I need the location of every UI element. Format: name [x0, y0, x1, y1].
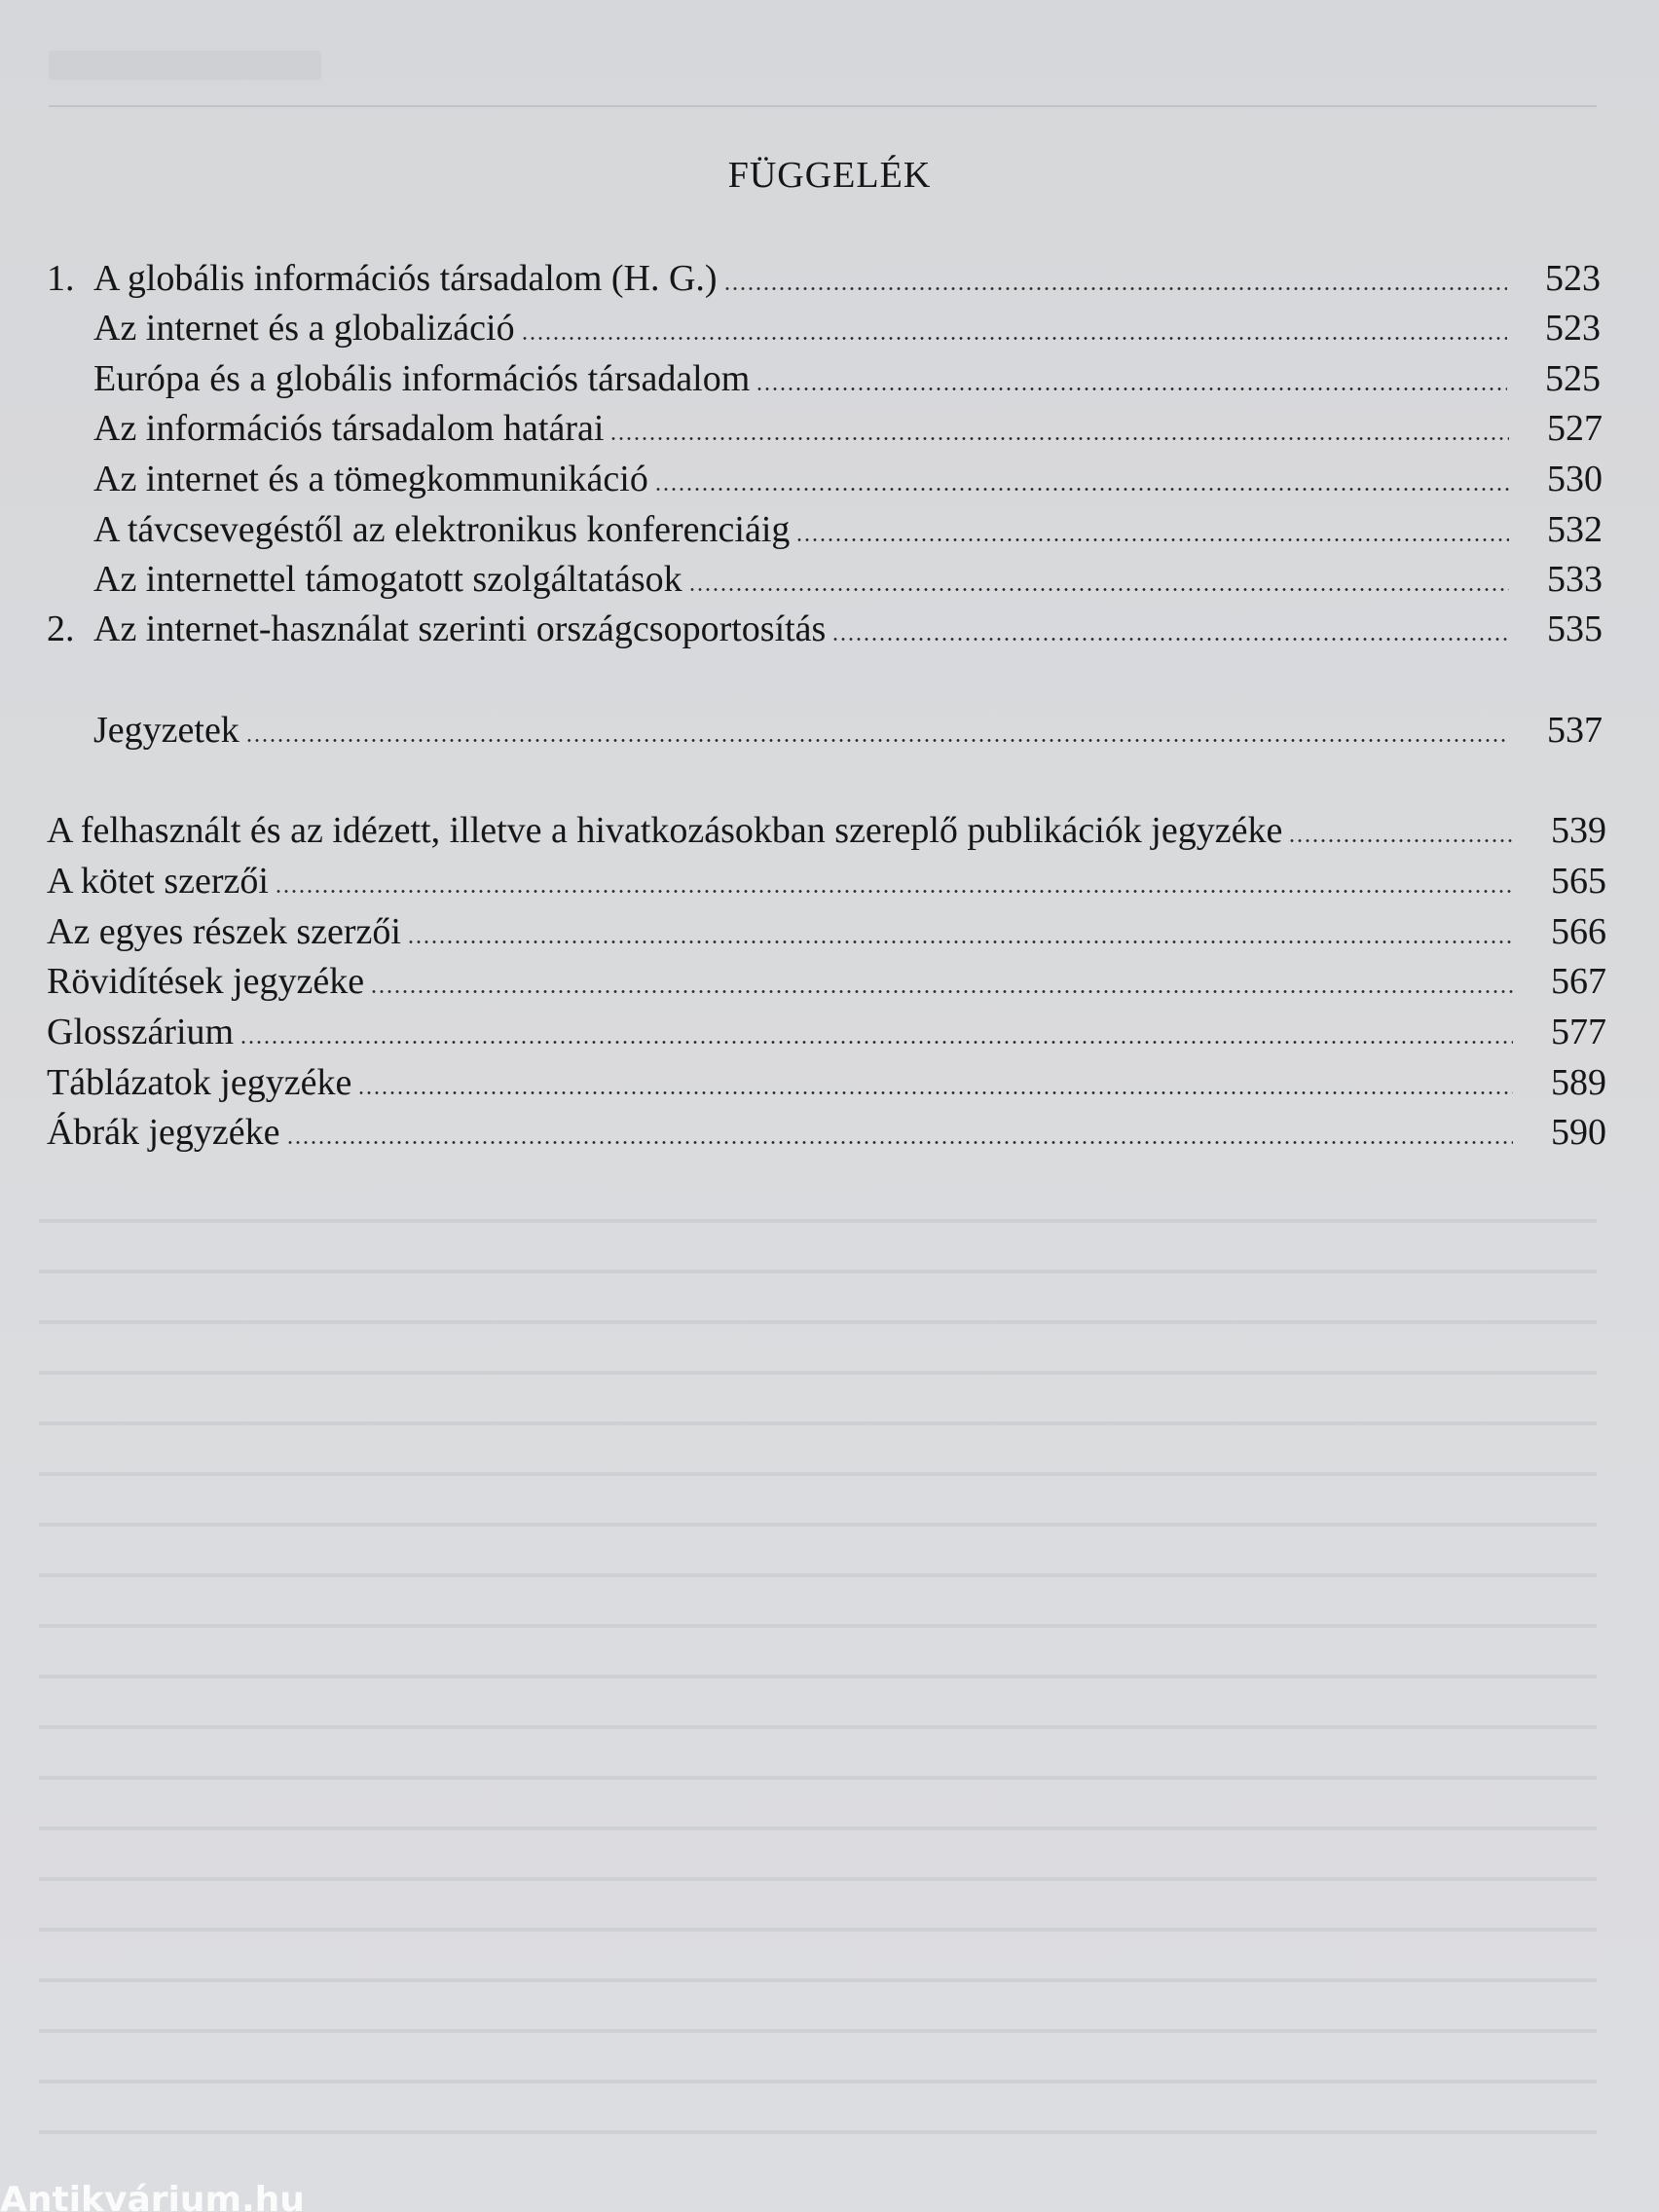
- toc-entry-label: A kötet szerzői: [47, 861, 269, 902]
- dot-leader: [723, 255, 1507, 300]
- toc-entry[interactable]: [47, 606, 1603, 650]
- toc-entry[interactable]: [47, 1109, 1606, 1154]
- dot-leader: [831, 606, 1509, 650]
- toc-entry-page: 535: [1547, 608, 1603, 649]
- toc-entry-page: 532: [1547, 509, 1603, 550]
- toc-entry-page: 523: [1545, 258, 1601, 299]
- dot-leader: [370, 958, 1513, 1003]
- toc-entry-number: 1.: [47, 258, 75, 299]
- toc-entry-label: A távcsevegéstől az elektronikus konferenciáig: [93, 509, 791, 550]
- dot-leader: [286, 1109, 1514, 1154]
- toc-entry-page: 566: [1551, 911, 1606, 952]
- toc-entry[interactable]: [47, 556, 1603, 601]
- dot-leader: [654, 456, 1509, 500]
- toc-entry[interactable]: [47, 405, 1603, 450]
- dot-leader: [407, 908, 1513, 953]
- toc-entry-page: 533: [1547, 559, 1603, 600]
- bleed-through-text: [39, 1198, 1597, 2152]
- toc-entry-page: 589: [1551, 1062, 1606, 1103]
- toc-entry-label: Az internet és a tömegkommunikáció: [93, 459, 648, 499]
- toc-entry-page: 590: [1551, 1112, 1606, 1153]
- toc-entry-page: 525: [1545, 358, 1601, 399]
- toc-entry-page: 539: [1551, 810, 1606, 851]
- toc-entry-label: Glosszárium: [47, 1012, 235, 1052]
- toc-entry-label: A globális információs társadalom (H. G.): [93, 258, 718, 299]
- toc-entry[interactable]: [47, 908, 1606, 953]
- toc-entry-label: Az egyes részek szerzői: [47, 911, 401, 952]
- toc-entry[interactable]: [47, 456, 1603, 500]
- toc-entry[interactable]: [47, 1009, 1606, 1053]
- dot-leader: [245, 707, 1509, 752]
- toc-entry-label: Ábrák jegyzéke: [47, 1112, 280, 1153]
- site-watermark: Antikvárium.hu: [0, 2181, 305, 2212]
- toc-entry[interactable]: [47, 506, 1603, 551]
- toc-entry[interactable]: [47, 858, 1606, 903]
- toc-entry-label: Táblázatok jegyzéke: [47, 1062, 352, 1103]
- dot-leader: [275, 858, 1513, 903]
- toc-entry[interactable]: [47, 707, 1603, 752]
- toc-entry-page: 530: [1547, 459, 1603, 499]
- toc-entry[interactable]: [47, 255, 1601, 300]
- toc-entry-label: Az információs társadalom határai: [93, 408, 605, 449]
- dot-leader: [795, 506, 1509, 551]
- toc-entry-label: Rövidítések jegyzéke: [47, 961, 365, 1002]
- dot-leader: [1288, 807, 1513, 852]
- toc-entry-label: Európa és a globális információs társadalom: [93, 358, 751, 399]
- section-title: FÜGGELÉK: [727, 155, 932, 196]
- toc-entry[interactable]: [47, 1059, 1606, 1104]
- toc-entry[interactable]: [47, 305, 1601, 350]
- dot-leader: [756, 355, 1507, 400]
- toc-entry-page: 537: [1547, 710, 1603, 751]
- toc-entry-label: Az internet és a globalizáció: [93, 308, 515, 349]
- dot-leader: [688, 556, 1509, 601]
- bleed-through-rule: [49, 105, 1597, 107]
- toc-entry[interactable]: [47, 355, 1601, 400]
- toc-entry-page: 577: [1551, 1012, 1606, 1052]
- dot-leader: [609, 405, 1509, 450]
- toc-entry-label: Az internettel támogatott szolgáltatások: [93, 559, 682, 600]
- dot-leader: [357, 1059, 1513, 1104]
- toc-entry-page: 565: [1551, 861, 1606, 902]
- toc-entry[interactable]: [47, 958, 1606, 1003]
- dot-leader: [521, 305, 1507, 350]
- toc-entry-label: A felhasznált és az idézett, illetve a hivatkozásokban szereplő publikációk jegyzéke: [47, 810, 1283, 851]
- toc-entry-label: Jegyzetek: [93, 710, 240, 751]
- bleed-through-header: [49, 51, 321, 80]
- toc-entry-page: 567: [1551, 961, 1606, 1002]
- dot-leader: [240, 1009, 1513, 1053]
- toc-entry-number: 2.: [47, 608, 75, 649]
- toc-entry-page: 523: [1545, 308, 1601, 349]
- toc-entry-page: 527: [1547, 408, 1603, 449]
- toc-entry[interactable]: [47, 807, 1606, 852]
- toc-entry-label: Az internet-használat szerinti országcsoportosítás: [93, 608, 827, 649]
